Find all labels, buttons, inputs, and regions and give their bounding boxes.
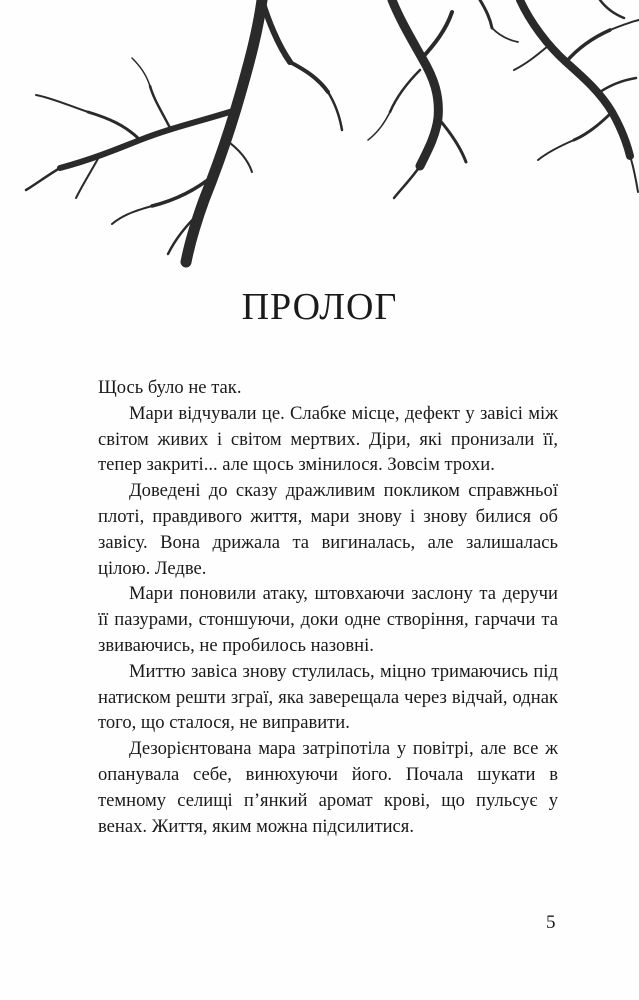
page-number: 5 [546, 912, 556, 933]
paragraph: Мари поновили атаку, штовхаючи заслону та деручи її пазурами, стоншуючи, доки одне створіння, гарчачи та звиваючись, не пробилось назовні. [98, 583, 558, 656]
paragraph: Доведені до сказу дражливим покликом справжньої плоті, правдивого життя, мари знову і знову билися об завісу. Вона дрижала та вигиналась, але залишалась цілою. Ледве. [98, 480, 558, 579]
chapter-title: ПРОЛОГ [241, 286, 398, 328]
bare-tree-branches-icon [0, 0, 639, 270]
body-text [98, 375, 558, 839]
paragraph: Мари відчували це. Слабке місце, дефект у завісі між світом живих і світом мертвих. Діри, які пронизали її, тепер закриті... але щось змінилося. Зовсім трохи. [98, 402, 558, 476]
paragraph: Дезорієнтована мара затріпотіла у повітрі, але все ж опанувала себе, винюхуючи його. Почала шукати в темному селищі п’янкий аромат крові, що пульсує у венах. Життя, яким можна підсилитися. [98, 738, 558, 837]
paragraph: Щось було не так. [98, 377, 242, 398]
paragraph: Миттю завіса знову стулилась, міцно тримаючись під натиском решти зграї, яка заверещала через відчай, однак того, що сталося, не виправити. [98, 660, 558, 734]
